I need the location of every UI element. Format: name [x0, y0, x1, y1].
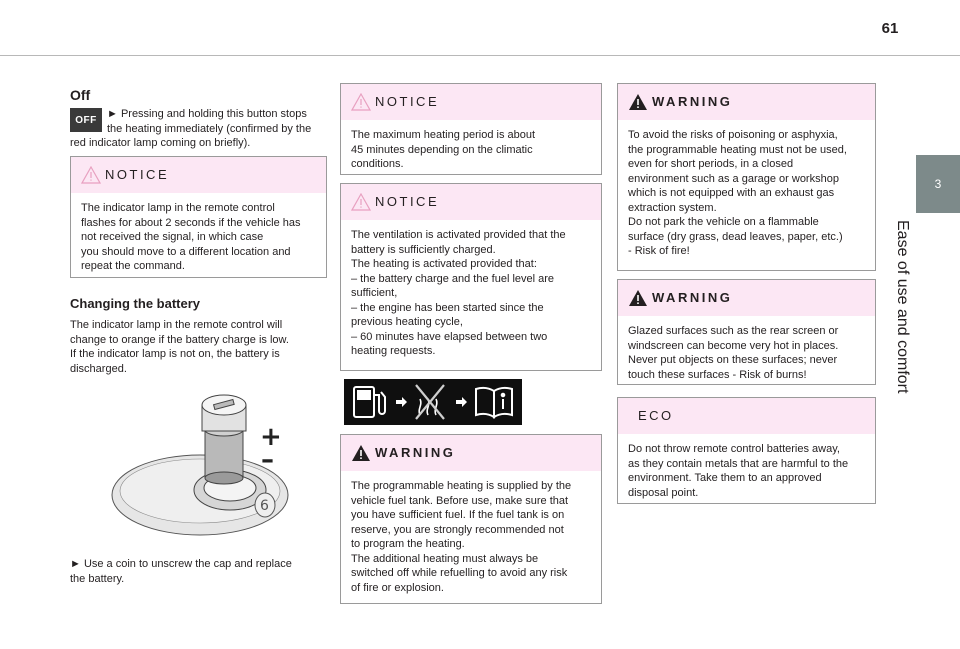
warning-body [618, 316, 875, 382]
notice-title: NOTICE [375, 94, 440, 109]
notice-line: previous heating cycle, [351, 316, 463, 328]
warning-line: even for short periods, in a closed [628, 158, 794, 170]
eco-line: environment. Take them to an approved [628, 472, 822, 484]
warning-line: Never put objects on these surfaces; never [628, 354, 838, 366]
off-line: the heating immediately (confirmed by the [107, 122, 312, 135]
warning-line: reserve, you are strongly recommended not [351, 523, 564, 536]
warning-line: Glazed surfaces such as the rear screen or [628, 325, 839, 337]
notice-header [341, 84, 601, 120]
battery-line: discharged. [70, 362, 127, 375]
battery-minus: – [261, 445, 274, 475]
warning-line: which is not equipped with an exhaust gas [628, 187, 835, 199]
eco-line: disposal point. [628, 486, 699, 499]
warning-line: extraction system. [628, 201, 717, 214]
notice-line: conditions. [351, 158, 404, 170]
coin-text [70, 557, 326, 586]
warning-title: WARNING [375, 445, 456, 460]
icon-strip [344, 379, 522, 425]
warning-line: windscreen can become very hot in places. [628, 339, 839, 352]
notice-box [340, 83, 602, 175]
notice-header [341, 184, 601, 220]
warning-header [341, 435, 601, 471]
arrow-right-icon [396, 397, 407, 407]
warning-triangle-icon [628, 289, 648, 307]
notice-line: repeat the command. [81, 260, 185, 272]
notice-title: NOTICE [375, 194, 440, 209]
off-text-cont [70, 136, 326, 151]
off-heading: Off [70, 87, 91, 103]
heating-off-icon [416, 385, 444, 419]
eco-header [618, 398, 875, 434]
notice-line: The maximum heating period is about [351, 129, 536, 141]
header-rule [0, 55, 960, 56]
off-button-icon: OFF [70, 108, 102, 132]
off-line: ► Pressing and holding this button stops [107, 108, 307, 120]
chapter-title: Ease of use and comfort [894, 220, 911, 394]
arrow-right-icon [456, 397, 467, 407]
fuel-pump-icon [354, 387, 385, 417]
battery-line: change to orange if the battery charge is low. [70, 333, 289, 346]
notice-line: – the engine has been started since the [351, 301, 544, 314]
notice-triangle-icon [351, 193, 371, 211]
notice-line: The heating is activated provided that: [351, 258, 537, 270]
coin-line: ► Use a coin to unscrew the cap and replace [70, 558, 292, 570]
notice-line: sufficient, [351, 287, 398, 299]
manual-book-icon [476, 388, 512, 417]
warning-line: To avoid the risks of poisoning or asphyxia, [628, 129, 838, 141]
warning-line: the programmable heating must not be used, [628, 143, 847, 156]
warning-line: to program the heating. [351, 538, 465, 550]
battery-section [70, 296, 326, 376]
warning-line: vehicle fuel tank. Before use, make sure that [351, 494, 569, 507]
eco-line: Do not throw remote control batteries away, [628, 443, 840, 455]
notice-box [340, 183, 602, 371]
notice-line: heating requests. [351, 345, 436, 357]
notice-body [71, 193, 326, 274]
notice-line: – 60 minutes have elapsed between two [351, 330, 548, 343]
battery-plus: + [260, 422, 282, 452]
off-text [107, 107, 329, 136]
coin-line: the battery. [70, 572, 125, 585]
notice-line: not received the signal, in which case [81, 231, 264, 243]
notice-triangle-icon [81, 166, 101, 184]
warning-line: environment such as a garage or workshop [628, 172, 839, 185]
remote-battery-illustration [110, 385, 290, 550]
warning-title: WARNING [652, 94, 733, 109]
notice-line: 45 minutes depending on the climatic [351, 143, 533, 156]
warning-title: WARNING [652, 290, 733, 305]
warning-line: - Risk of fire! [628, 245, 690, 257]
warning-body [341, 471, 601, 595]
notice-line: you should move to a different location and [81, 245, 291, 258]
notice-line: – the battery charge and the fuel level are [351, 272, 555, 285]
eco-line: as they contain metals that are harmful to the [628, 457, 849, 470]
notice-body [341, 120, 601, 172]
page-number: 61 [881, 20, 899, 37]
warning-line: of fire or explosion. [351, 581, 444, 594]
warning-line: Do not park the vehicle on a flammable [628, 216, 819, 228]
warning-line: switched off while refuelling to avoid any risk [351, 567, 568, 579]
eco-box [617, 397, 876, 504]
warning-line: The programmable heating is supplied by the [351, 480, 572, 492]
warning-line: you have sufficient fuel. If the fuel tank is on [351, 509, 565, 521]
notice-header [71, 157, 326, 193]
off-line: red indicator lamp coming on briefly). [70, 137, 251, 149]
notice-line: The indicator lamp in the remote control [81, 202, 275, 214]
warning-body [618, 120, 875, 259]
warning-line: touch these surfaces - Risk of burns! [628, 368, 807, 381]
warning-box [617, 83, 876, 271]
eco-title: ECO [638, 408, 674, 423]
warning-triangle-icon [351, 444, 371, 462]
warning-line: The additional heating must always be [351, 552, 539, 565]
warning-header [618, 280, 875, 316]
notice-line: The ventilation is activated provided that the [351, 229, 566, 241]
chapter-title-vertical [885, 220, 919, 400]
battery-heading: Changing the battery [70, 296, 201, 311]
notice-line: battery is sufficiently charged. [351, 243, 496, 256]
notice-title: NOTICE [105, 167, 170, 182]
chapter-tab[interactable]: 3 [916, 155, 960, 213]
battery-line: The indicator lamp in the remote control will [70, 319, 283, 331]
notice-triangle-icon [351, 93, 371, 111]
svg-text:6: 6 [260, 498, 269, 514]
notice-body [341, 220, 601, 359]
notice-line: flashes for about 2 seconds if the vehicle has [81, 216, 301, 229]
warning-line: surface (dry grass, dead leaves, paper, etc.) [628, 230, 843, 243]
off-heading-block [70, 87, 326, 103]
notice-box [70, 156, 327, 278]
warning-triangle-icon [628, 93, 648, 111]
warning-box [617, 279, 876, 385]
warning-header [618, 84, 875, 120]
eco-body [618, 434, 875, 500]
battery-line: If the indicator lamp is not on, the battery is [70, 348, 280, 360]
warning-box [340, 434, 602, 604]
